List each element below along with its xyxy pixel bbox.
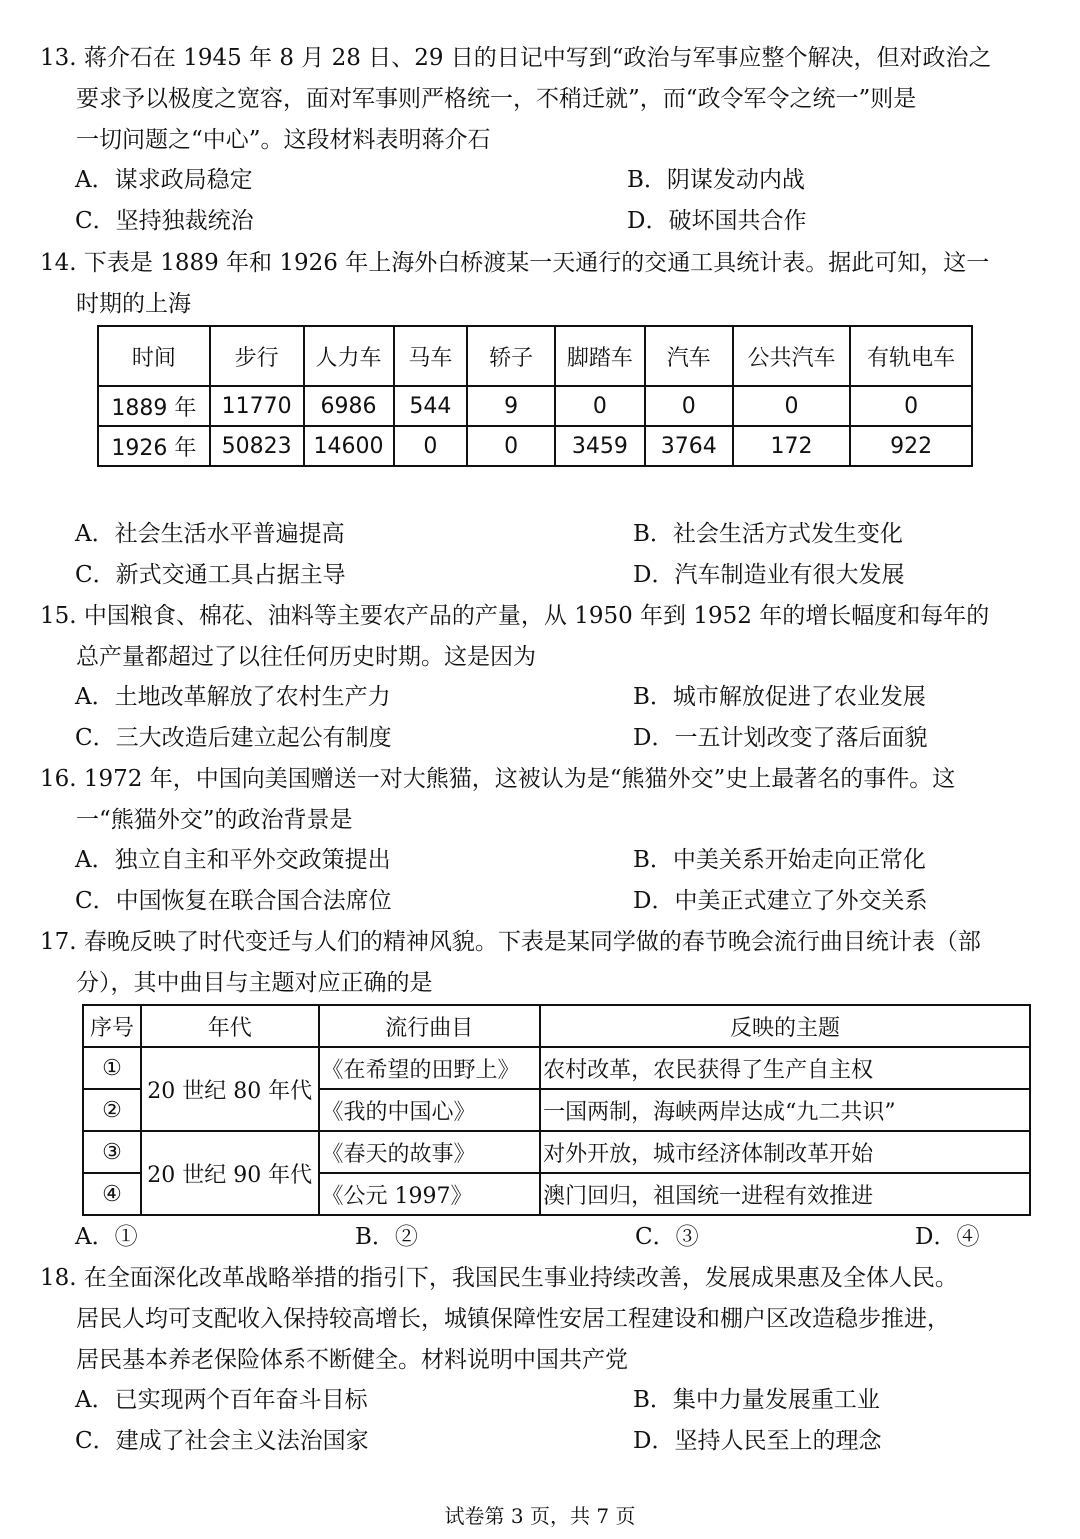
option-a[interactable]: A．社会生活水平普遍提高	[75, 521, 345, 547]
table-header-cell: 汽车	[645, 326, 733, 386]
table-cell: 14600	[304, 426, 394, 466]
option-b[interactable]: B．中美关系开始走向正常化	[633, 847, 926, 873]
option-d[interactable]: D．破坏国共合作	[627, 208, 807, 234]
question-15	[40, 596, 1040, 678]
question-16	[40, 759, 1040, 841]
table-header-cell: 流行曲目	[319, 1005, 541, 1047]
option-d[interactable]: D．一五计划改变了落后面貌	[633, 725, 928, 751]
option-c[interactable]: C．中国恢复在联合国合法席位	[75, 888, 392, 914]
option-a[interactable]: A．已实现两个百年奋斗目标	[75, 1387, 368, 1413]
table-header-cell: 序号	[83, 1005, 141, 1047]
question-14	[40, 243, 1040, 325]
question-14-line: 时期的上海	[76, 291, 191, 317]
question-13-line: 一切问题之“中心”。这段材料表明蒋介石	[76, 127, 491, 153]
table-cell: 0	[733, 386, 851, 426]
question-18	[40, 1258, 1040, 1381]
table-cell: 1926 年	[98, 426, 210, 466]
table-cell: 6986	[304, 386, 394, 426]
question-16-line: 一“熊猫外交”的政治背景是	[76, 807, 353, 833]
option-a[interactable]: A．①	[75, 1224, 138, 1250]
table-header-cell: 公共汽车	[733, 326, 851, 386]
table-cell: 3459	[555, 426, 645, 466]
option-c[interactable]: C．建成了社会主义法治国家	[75, 1428, 369, 1454]
question-16-line: 16. 1972 年，中国向美国赠送一对大熊猫，这被认为是“熊猫外交”史上最著名的事件。这	[40, 766, 956, 792]
table-cell: 3764	[645, 426, 733, 466]
question-14-line: 14. 下表是 1889 年和 1926 年上海外白桥渡某一天通行的交通工具统计表。据此可知，这一	[40, 250, 990, 276]
table-cell: 0	[555, 386, 645, 426]
option-c[interactable]: C．坚持独裁统治	[75, 208, 254, 234]
question-13-line: 13. 蒋介石在 1945 年 8 月 28 日、29 日的日记中写到“政治与军事应整个解决，但对政治之	[40, 45, 992, 71]
table-cell: 0	[394, 426, 468, 466]
option-a[interactable]: A．谋求政局稳定	[75, 167, 253, 193]
table-header-cell: 反映的主题	[540, 1005, 1030, 1047]
song-cell: 《春天的故事》	[319, 1131, 541, 1173]
table-header-cell: 脚踏车	[555, 326, 645, 386]
option-c[interactable]: C．③	[635, 1224, 699, 1250]
theme-cell: 农村改革，农民获得了生产自主权	[540, 1047, 1030, 1089]
option-c[interactable]: C．新式交通工具占据主导	[75, 562, 346, 588]
option-d[interactable]: D．④	[915, 1224, 980, 1250]
option-b[interactable]: B．阴谋发动内战	[627, 167, 805, 193]
table-header-cell: 马车	[394, 326, 468, 386]
table-cell: 172	[733, 426, 851, 466]
table-cell: 11770	[210, 386, 304, 426]
table-header-cell: 步行	[210, 326, 304, 386]
option-d[interactable]: D．坚持人民至上的理念	[633, 1428, 882, 1454]
option-b[interactable]: B．②	[355, 1224, 418, 1250]
option-a[interactable]: A．独立自主和平外交政策提出	[75, 847, 391, 873]
theme-cell: 澳门回归，祖国统一进程有效推进	[540, 1173, 1030, 1215]
option-b[interactable]: B．集中力量发展重工业	[633, 1387, 880, 1413]
row-number: ②	[83, 1089, 141, 1131]
option-b[interactable]: B．社会生活方式发生变化	[633, 521, 903, 547]
song-cell: 《在希望的田野上》	[319, 1047, 541, 1089]
question-15-line: 15. 中国粮食、棉花、油料等主要农产品的产量，从 1950 年到 1952 年的增长幅度和每年的	[40, 603, 990, 629]
row-number: ④	[83, 1173, 141, 1215]
theme-cell: 对外开放，城市经济体制改革开始	[540, 1131, 1030, 1173]
songs-table	[82, 1004, 1031, 1216]
option-c[interactable]: C．三大改造后建立起公有制度	[75, 725, 392, 751]
table-cell: 9	[467, 386, 555, 426]
option-d[interactable]: D．汽车制造业有很大发展	[633, 562, 905, 588]
page-footer: 试卷第 3 页，共 7 页	[444, 1504, 636, 1528]
row-number: ③	[83, 1131, 141, 1173]
table-row	[83, 1131, 1030, 1173]
table-header-cell: 轿子	[467, 326, 555, 386]
table-header-cell: 时间	[98, 326, 210, 386]
song-cell: 《我的中国心》	[319, 1089, 541, 1131]
table-cell: 0	[645, 386, 733, 426]
table-cell: 922	[850, 426, 972, 466]
question-13	[40, 38, 1040, 161]
table-header-cell: 人力车	[304, 326, 394, 386]
table-row	[83, 1047, 1030, 1089]
question-15-line: 总产量都超过了以往任何历史时期。这是因为	[76, 644, 536, 670]
question-17	[40, 922, 1040, 1004]
question-18-line: 18. 在全面深化改革战略举措的指引下，我国民生事业持续改善，发展成果惠及全体人民。	[40, 1265, 958, 1291]
table-cell: 0	[850, 386, 972, 426]
table-header-row	[83, 1005, 1030, 1047]
table-cell: 50823	[210, 426, 304, 466]
era-cell: 20 世纪 90 年代	[141, 1131, 319, 1215]
song-cell: 《公元 1997》	[319, 1173, 541, 1215]
question-18-line: 居民人均可支配收入保持较高增长，城镇保障性安居工程建设和棚户区改造稳步推进，	[76, 1306, 950, 1332]
table-cell: 544	[394, 386, 468, 426]
row-number: ①	[83, 1047, 141, 1089]
table-header-cell: 有轨电车	[850, 326, 972, 386]
option-a[interactable]: A．土地改革解放了农村生产力	[75, 684, 391, 710]
question-17-line: 17. 春晚反映了时代变迁与人们的精神风貌。下表是某同学做的春节晚会流行曲目统计表（部	[40, 929, 981, 955]
era-cell: 20 世纪 80 年代	[141, 1047, 319, 1131]
table-header-row	[98, 326, 972, 386]
transport-table	[97, 325, 973, 467]
question-17-line: 分），其中曲目与主题对应正确的是	[76, 970, 433, 996]
theme-cell: 一国两制，海峡两岸达成“九二共识”	[540, 1089, 1030, 1131]
table-cell: 1889 年	[98, 386, 210, 426]
question-18-line: 居民基本养老保险体系不断健全。材料说明中国共产党	[76, 1347, 628, 1373]
table-header-cell: 年代	[141, 1005, 319, 1047]
table-row	[98, 386, 972, 426]
option-b[interactable]: B．城市解放促进了农业发展	[633, 684, 926, 710]
question-13-line: 要求予以极度之宽容，面对军事则严格统一，不稍迁就”，而“政令军令之统一”则是	[76, 86, 917, 112]
table-row	[98, 426, 972, 466]
option-d[interactable]: D．中美正式建立了外交关系	[633, 888, 928, 914]
table-cell: 0	[467, 426, 555, 466]
